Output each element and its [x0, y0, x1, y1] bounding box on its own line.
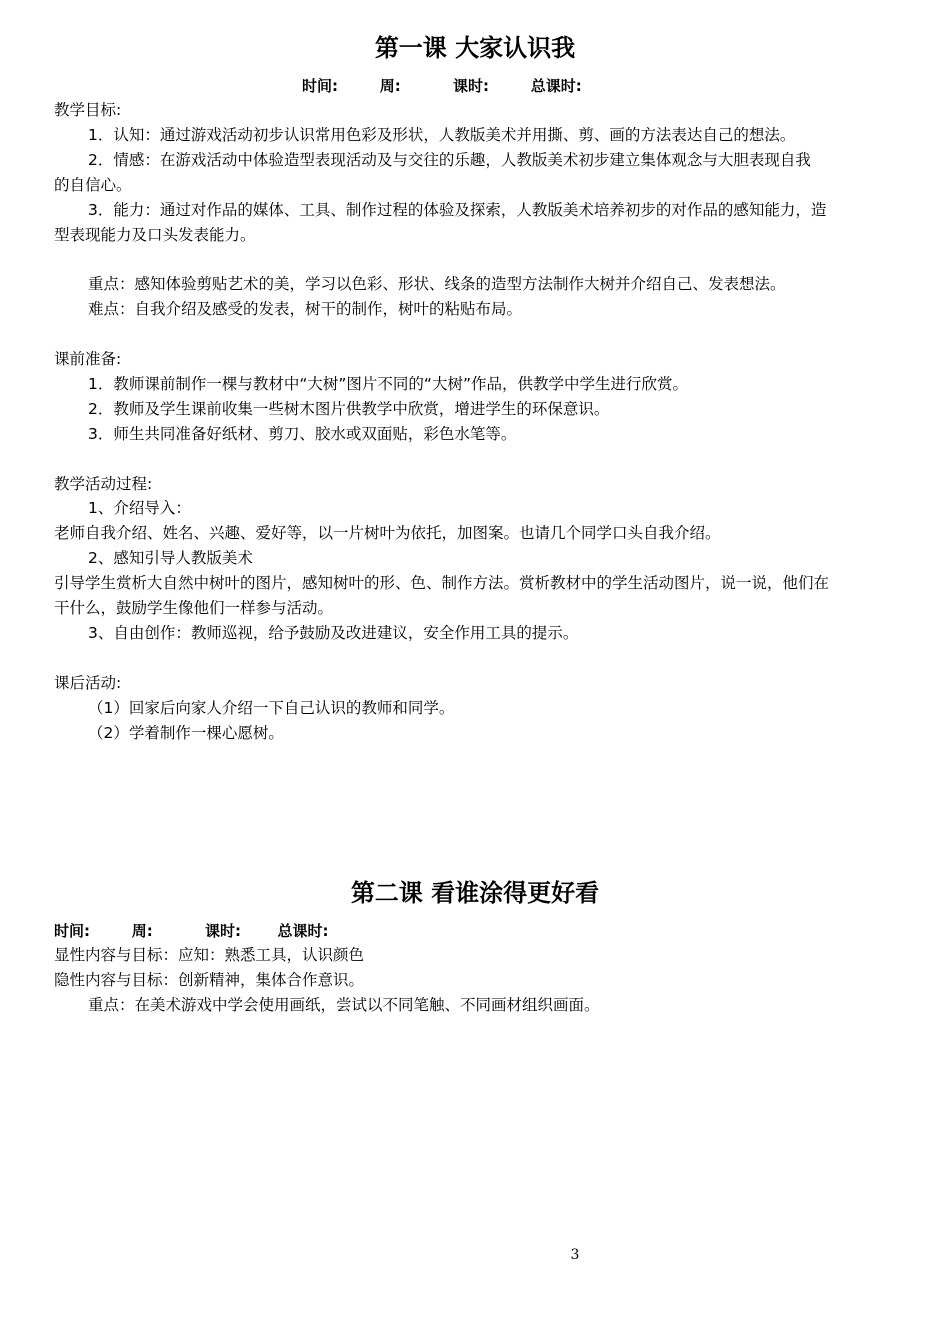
lesson1-title: 第一课 大家认识我: [374, 34, 576, 62]
lesson1-line: 课后活动:: [54, 674, 122, 692]
lesson1-line: 3、自由创作：教师巡视，给予鼓励及改进建议，安全作用工具的提示。: [88, 624, 579, 642]
lesson1-line: 3．师生共同准备好纸材、剪刀、胶水或双面贴，彩色水笔等。: [88, 425, 517, 443]
lesson2-key-point: 重点：在美术游戏中学会使用画纸，尝试以不同笔触、不同画材组织画面。: [88, 996, 600, 1014]
lesson1-line: 型表现能力及口头发表能力。: [54, 226, 256, 244]
lesson1-line: （1）回家后向家人介绍一下自己认识的教师和同学。: [88, 699, 455, 717]
lesson1-line: 老师自我介绍、姓名、兴趣、爱好等，以一片树叶为依托，加图案。也请几个同学口头自我介绍。: [54, 524, 721, 542]
lesson1-line: 1．教师课前制作一棵与教材中“大树”图片不同的“大树”作品，供教学中学生进行欣赏。: [88, 375, 688, 393]
lesson1-line: 课前准备:: [54, 350, 122, 368]
lesson1-line: 3．能力：通过对作品的媒体、工具、制作过程的体验及探索，人教版美术培养初步的对作品的感知能力，造: [88, 201, 827, 219]
lesson2-line: 显性内容与目标：应知：熟悉工具，认识颜色: [54, 946, 365, 964]
lesson1-line: 引导学生赏析大自然中树叶的图片，感知树叶的形、色、制作方法。赏析教材中的学生活动图片，说一说，他们在: [54, 574, 830, 592]
page-number: 3: [570, 1247, 580, 1263]
lesson1-line: 的自信心。: [54, 176, 132, 194]
lesson1-line: 1．认知：通过游戏活动初步认识常用色彩及形状，人教版美术并用撕、剪、画的方法表达自己的想法。: [88, 126, 796, 144]
lesson1-line: （2）学着制作一棵心愿树。: [88, 724, 284, 742]
lesson1-line: 教学目标:: [54, 101, 122, 119]
lesson1-line: 2．情感：在游戏活动中体验造型表现活动及与交往的乐趣，人教版美术初步建立集体观念与大胆表现自我: [88, 151, 811, 169]
lesson1-line: 教学活动过程:: [54, 475, 153, 493]
lesson2-meta: 时间: 周: 课时: 总课时:: [54, 922, 329, 940]
lesson1-meta: 时间: 周: 课时: 总课时:: [302, 77, 582, 95]
lesson1-line: 干什么，鼓励学生像他们一样参与活动。: [54, 599, 334, 617]
lesson1-line: 1、介绍导入：: [88, 499, 191, 517]
lesson1-line: 2．教师及学生课前收集一些树木图片供教学中欣赏，增进学生的环保意识。: [88, 400, 610, 418]
lesson2-title: 第二课 看谁涂得更好看: [350, 879, 600, 907]
lesson1-difficulty: 难点：自我介绍及感受的发表，树干的制作，树叶的粘贴布局。: [88, 300, 523, 318]
lesson1-key-point: 重点：感知体验剪贴艺术的美，学习以色彩、形状、线条的造型方法制作大树并介绍自己、发表想法。: [88, 275, 786, 293]
lesson2-line: 隐性内容与目标：创新精神，集体合作意识。: [54, 971, 365, 989]
lesson1-line: 2、感知引导人教版美术: [88, 549, 253, 567]
